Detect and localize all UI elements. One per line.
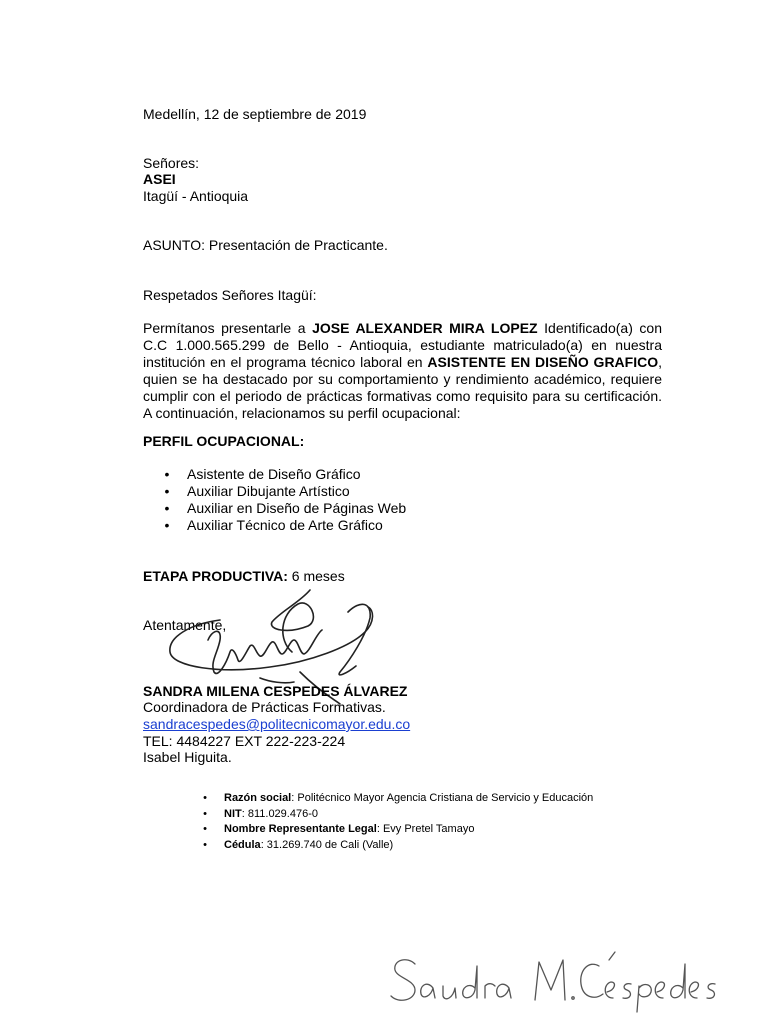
student-name: JOSE ALEXANDER MIRA LOPEZ bbox=[312, 320, 538, 336]
closing: Atentamente, bbox=[143, 617, 227, 633]
list-item: • Asistente de Diseño Gráfico bbox=[160, 466, 406, 483]
bullet-icon: • bbox=[164, 466, 170, 482]
body-text-2: Identificado(a) con C.C 1.000.565.299 de Bello - Antioquia, estudiante matriculado(a) en nuestra institución en el programa técnico laboral en bbox=[143, 320, 662, 370]
profile-heading: PERFIL OCUPACIONAL: bbox=[143, 433, 305, 449]
bullet-icon: • bbox=[203, 807, 207, 820]
body-paragraph bbox=[143, 320, 662, 422]
bullet-icon: • bbox=[164, 500, 170, 516]
company-name: ASEI bbox=[143, 171, 176, 187]
company-location: Itagüí - Antioquia bbox=[143, 188, 249, 204]
signer-role: Coordinadora de Prácticas Formativas. bbox=[143, 699, 386, 715]
signer-phone: TEL: 4484227 EXT 222-223-224 bbox=[143, 733, 346, 749]
list-item: • Auxiliar Dibujante Artístico bbox=[160, 483, 406, 500]
bullet-icon: • bbox=[203, 838, 207, 851]
bullet-icon: • bbox=[164, 517, 170, 533]
subject-line: ASUNTO: Presentación de Practicante. bbox=[143, 237, 388, 253]
signer-extra: Isabel Higuita. bbox=[143, 749, 232, 765]
list-item: • Razón social: Politécnico Mayor Agencia Cristiana de Servicio y Educación bbox=[200, 791, 593, 807]
greeting: Respetados Señores Itagüí: bbox=[143, 287, 317, 303]
body-text-1: Permítanos presentarle a bbox=[143, 320, 313, 336]
bullet-icon: • bbox=[164, 483, 170, 499]
stage-label: ETAPA PRODUCTIVA: bbox=[143, 568, 288, 584]
footer-info-list bbox=[200, 791, 593, 853]
bullet-icon: • bbox=[203, 792, 207, 804]
list-item: • Auxiliar en Diseño de Páginas Web bbox=[160, 500, 406, 517]
bullet-icon: • bbox=[203, 823, 207, 835]
body-text-3: , quien se ha destacado por su comportamiento y rendimiento académico, requiere cumplir con el periodo de prácticas formativas como requisito para su certificación. A continuación, relacionamos su perfil ocupacional: bbox=[143, 354, 662, 421]
stage-value: 6 meses bbox=[287, 568, 345, 584]
list-item: • NIT: 811.029.476-0 bbox=[200, 807, 593, 823]
list-item: • Auxiliar Técnico de Arte Gráfico bbox=[160, 517, 406, 534]
signer-email-link[interactable]: sandracespedes@politecnicomayor.edu.co bbox=[143, 716, 411, 732]
profile-list bbox=[160, 466, 406, 534]
list-item: • Nombre Representante Legal: Evy Pretel Tamayo bbox=[200, 822, 593, 838]
list-item: • Cédula: 31.269.740 de Cali (Valle) bbox=[200, 838, 593, 854]
program-name: ASISTENTE EN DISEÑO GRAFICO bbox=[427, 354, 659, 370]
salutation: Señores: bbox=[143, 155, 200, 171]
date-line: Medellín, 12 de septiembre de 2019 bbox=[143, 106, 367, 122]
handwritten-signature bbox=[385, 942, 725, 1014]
signer-name: SANDRA MILENA CESPEDES ÁLVAREZ bbox=[143, 683, 408, 699]
